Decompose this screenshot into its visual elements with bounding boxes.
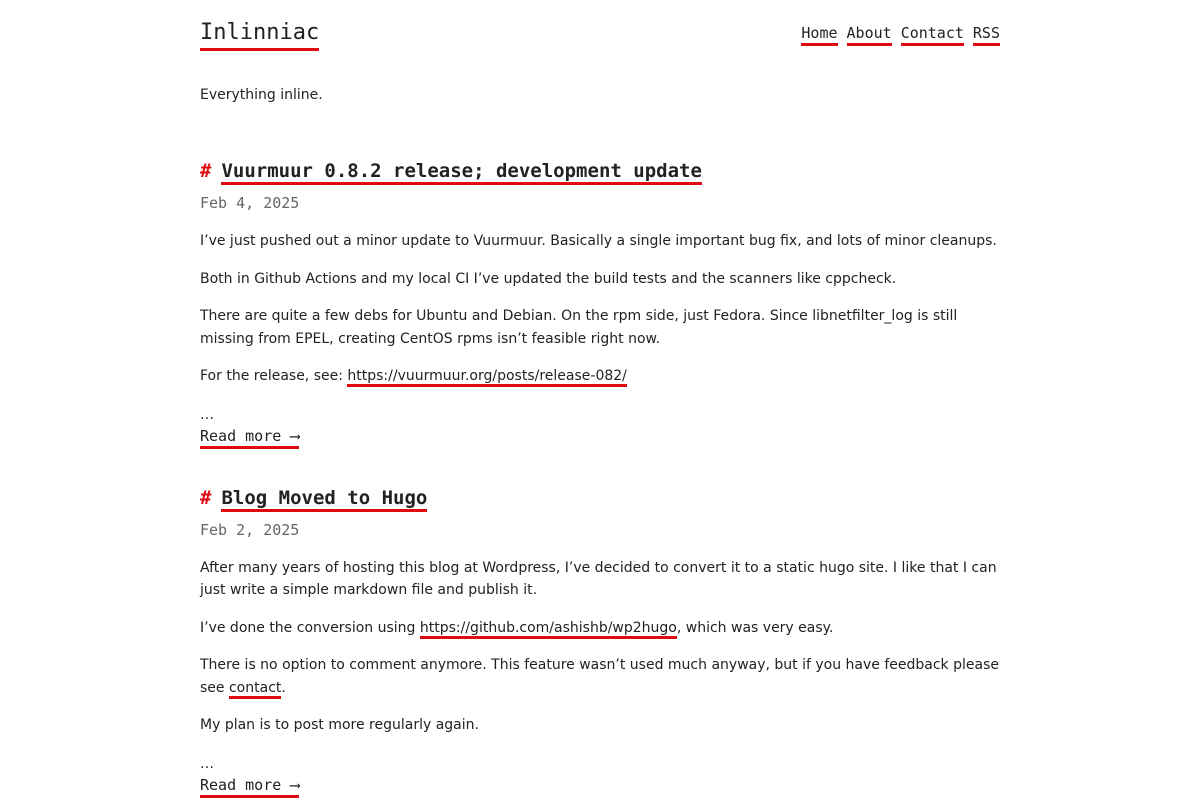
read-more-link[interactable]: Read more ⟶ (200, 775, 299, 798)
read-more-link[interactable]: Read more ⟶ (200, 426, 299, 449)
contact-link[interactable]: contact (229, 680, 281, 699)
site-tagline: Everything inline. (200, 87, 323, 103)
post-title-link[interactable]: Vuurmuur 0.8.2 release; development update (221, 160, 701, 185)
paragraph-text: For the release, see: (200, 368, 348, 384)
paragraph-text: . (281, 679, 286, 696)
release-link[interactable]: https://vuurmuur.org/posts/release-082/ (347, 368, 627, 387)
paragraph-text: , which was very easy. (676, 619, 834, 636)
post-paragraph: There are quite a few debs for Ubuntu and Debian. On the rpm side, just Fedora. Since libnetfilter_log is still missing from EPEL, creating CentOS rpms isn’t feasible right now. (200, 308, 958, 347)
nav-contact-link[interactable]: Contact (901, 23, 964, 46)
post-ellipsis: … (200, 755, 214, 772)
post-hash-marker: # (200, 486, 212, 509)
post-paragraph (200, 365, 1000, 388)
paragraph-text: I’ve done the conversion using (200, 619, 420, 636)
post-entry (200, 158, 1000, 449)
post-hash-marker: # (200, 160, 212, 182)
post-paragraph: I’ve just pushed out a minor update to Vuurmuur. Basically a single important bug fix, and lots of minor cleanups. (200, 233, 997, 249)
post-date: Feb 4, 2025 (200, 194, 300, 212)
post-date: Feb 2, 2025 (200, 520, 300, 539)
post-ellipsis: … (200, 406, 214, 423)
nav-about-link[interactable]: About (847, 23, 892, 46)
post-paragraph (200, 654, 1000, 699)
post-paragraph: After many years of hosting this blog at Wordpress, I’ve decided to convert it to a static hugo site. I like that I can just write a simple markdown file and publish it. (200, 559, 997, 598)
post-title (200, 485, 1000, 511)
post-paragraph (200, 617, 1000, 640)
paragraph-text: There is no option to comment anymore. This feature wasn’t used much anyway, but if you have feedback please see (200, 657, 999, 696)
post-paragraph: Both in Github Actions and my local CI I’ve updated the build tests and the scanners like cppcheck. (200, 270, 897, 287)
site-header (200, 18, 1000, 58)
wp2hugo-link[interactable]: https://github.com/ashishb/wp2hugo (420, 620, 677, 639)
post-title (200, 158, 1000, 184)
nav-home-link[interactable]: Home (801, 23, 837, 46)
main-nav (801, 23, 1000, 46)
post-entry (200, 485, 1000, 798)
nav-rss-link[interactable]: RSS (973, 23, 1000, 46)
page (200, 0, 1000, 798)
post-paragraph: My plan is to post more regularly again. (200, 717, 479, 733)
post-title-link[interactable]: Blog Moved to Hugo (221, 487, 427, 512)
site-title-link[interactable]: Inlinniac (200, 18, 319, 51)
